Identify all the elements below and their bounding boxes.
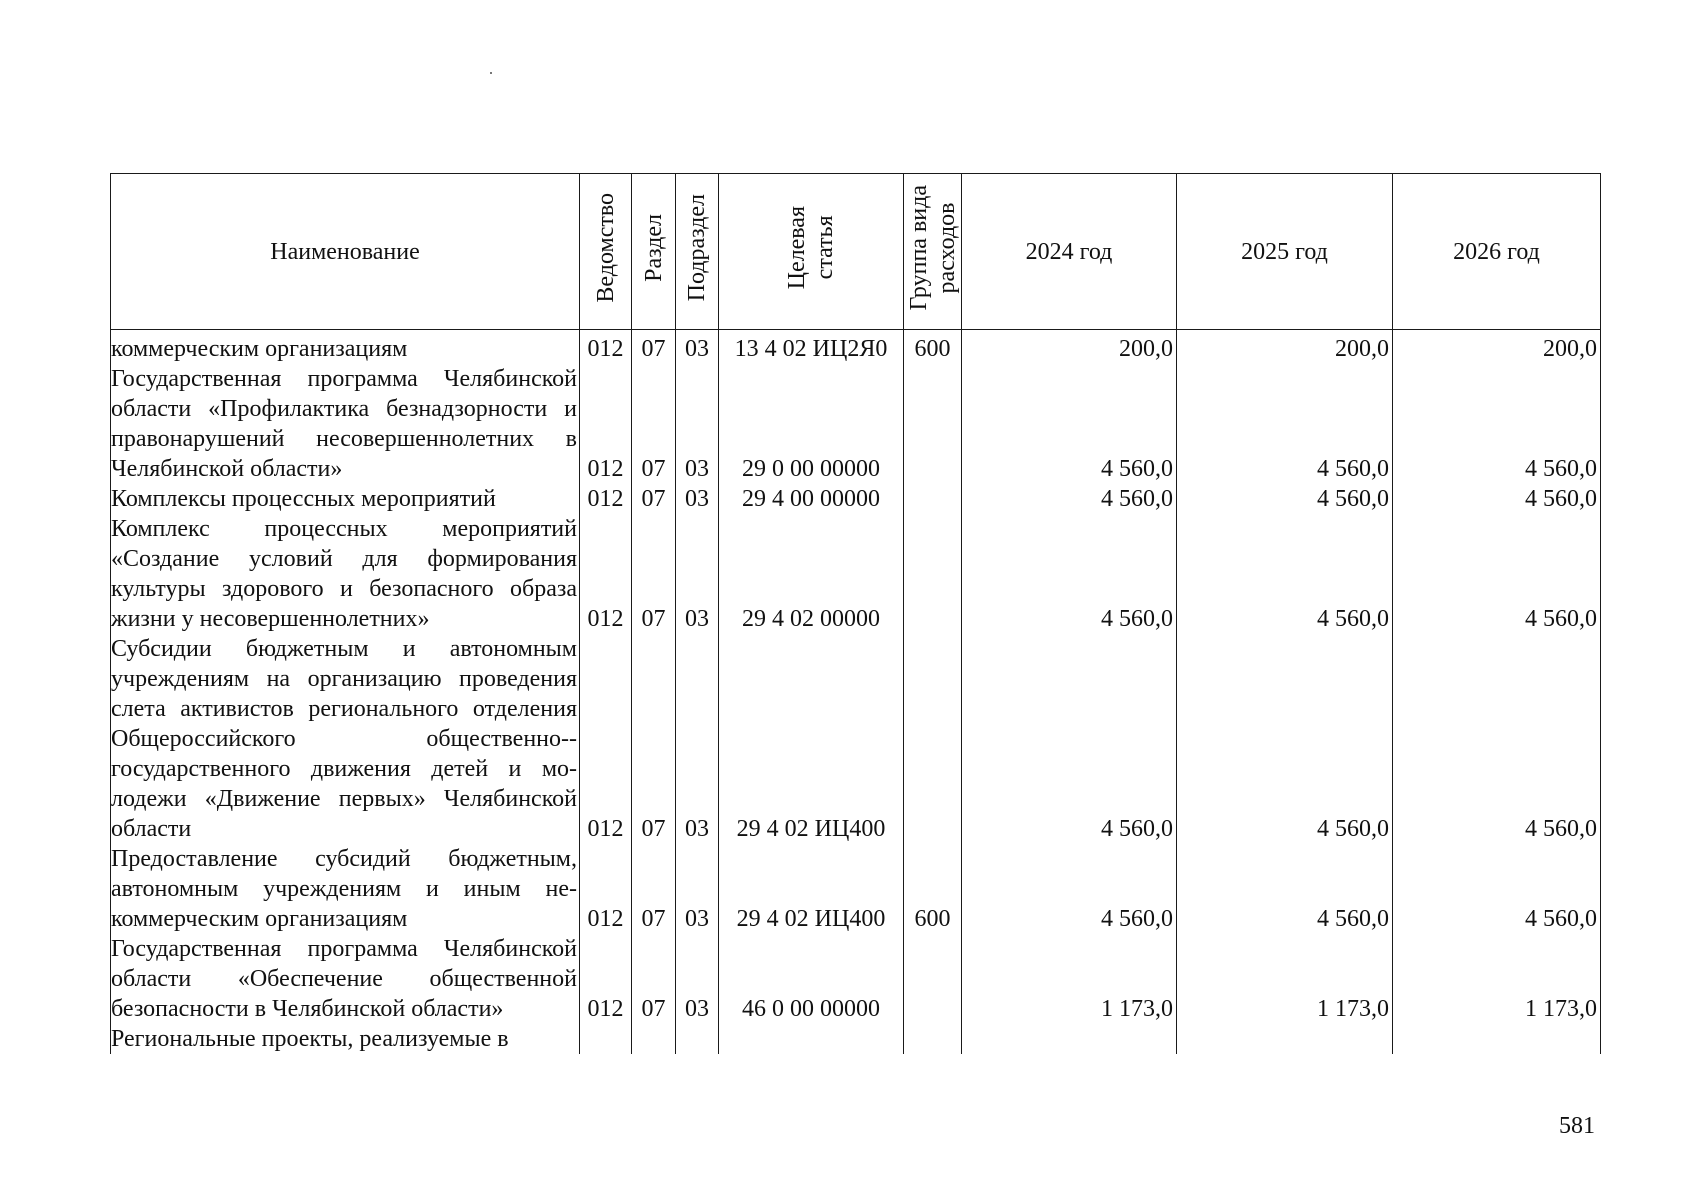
table-row [111,1024,1601,1054]
cell-2024 [962,1024,1177,1054]
cell-vedomstvo: 012 [580,934,632,1024]
cell-razdel: 07 [632,330,676,365]
cell-gruppa [904,514,962,634]
header-razdel [632,174,676,330]
table-row [111,484,1601,514]
table-body [111,330,1601,1055]
cell-2026: 4 560,0 [1393,514,1601,634]
cell-vedomstvo [580,1024,632,1054]
header-2024-text: 2024 год [1025,238,1113,265]
cell-2025: 200,0 [1177,330,1393,365]
cell-2026: 200,0 [1393,330,1601,365]
cell-podrazdel [676,1024,719,1054]
cell-razdel: 07 [632,934,676,1024]
cell-podrazdel: 03 [676,484,719,514]
cell-razdel [632,1024,676,1054]
header-celevaya-line2: статья [812,215,838,280]
cell-vedomstvo: 012 [580,484,632,514]
cell-razdel: 07 [632,364,676,484]
cell-2025: 4 560,0 [1177,634,1393,844]
page-number: 581 [1559,1113,1595,1139]
header-vedomstvo [580,174,632,330]
cell-vedomstvo: 012 [580,514,632,634]
cell-2024: 4 560,0 [962,844,1177,934]
cell-2025 [1177,1024,1393,1054]
cell-gruppa [904,1024,962,1054]
table-row [111,514,1601,634]
cell-razdel: 07 [632,844,676,934]
header-podrazdel-text: Подраздел [684,193,710,302]
cell-celevaya-statya: 46 0 00 00000 [719,934,904,1024]
cell-celevaya-statya: 29 4 02 ИЦ400 [719,634,904,844]
cell-gruppa [904,484,962,514]
cell-2026: 4 560,0 [1393,844,1601,934]
cell-name: Государственная программа Челябинской области «Обеспечение общественной безопасности в Челябинской области» [111,934,580,1024]
cell-celevaya-statya: 29 0 00 00000 [719,364,904,484]
cell-name: Региональные проекты, реализуемые в [111,1024,580,1054]
header-name-text: Наименование [270,238,420,265]
cell-2025: 4 560,0 [1177,844,1393,934]
cell-gruppa: 600 [904,844,962,934]
cell-2025: 4 560,0 [1177,364,1393,484]
header-2026 [1393,174,1601,330]
cell-2024: 200,0 [962,330,1177,365]
cell-name: Комплексы процессных мероприятий [111,484,580,514]
cell-podrazdel: 03 [676,634,719,844]
cell-celevaya-statya: 13 4 02 ИЦ2Я0 [719,330,904,365]
header-name [111,174,580,330]
cell-2024: 1 173,0 [962,934,1177,1024]
cell-gruppa [904,364,962,484]
cell-2024: 4 560,0 [962,484,1177,514]
cell-2026: 4 560,0 [1393,484,1601,514]
table-row [111,330,1601,365]
cell-name: Государственная программа Челябинской области «Профилактика безнадзорности и правонарушений несовершеннолетних в Челябинской области» [111,364,580,484]
header-2025-text: 2025 год [1241,238,1328,265]
cell-2024: 4 560,0 [962,364,1177,484]
cell-name: Субсидии бюджетным и автономным учреждениям на организацию проведения слета активистов регионального отделения Общероссийского общественно-государственного движения детей и молодежи «Движение первых» Челябинской области [111,634,580,844]
cell-vedomstvo: 012 [580,844,632,934]
cell-name: Предоставление субсидий бюджетным, автономным учреждениям и иным некоммерческим организациям [111,844,580,934]
header-celevaya-statya-text [783,206,839,289]
scan-speck [490,72,492,74]
cell-gruppa [904,634,962,844]
header-gruppa-vida-rashodov [904,174,962,330]
header-razdel-text: Раздел [640,213,667,282]
cell-podrazdel: 03 [676,364,719,484]
cell-vedomstvo: 012 [580,330,632,365]
cell-2024: 4 560,0 [962,514,1177,634]
cell-razdel: 07 [632,484,676,514]
cell-celevaya-statya: 29 4 00 00000 [719,484,904,514]
cell-gruppa: 600 [904,330,962,365]
cell-celevaya-statya: 29 4 02 ИЦ400 [719,844,904,934]
table-row [111,364,1601,484]
cell-podrazdel: 03 [676,514,719,634]
cell-2025: 4 560,0 [1177,514,1393,634]
header-2024 [962,174,1177,330]
header-celevaya-statya [719,174,904,330]
header-2026-text: 2026 год [1453,238,1540,265]
header-podrazdel [676,174,719,330]
table-row [111,844,1601,934]
header-gruppa-line2: расходов [933,202,960,293]
cell-vedomstvo: 012 [580,634,632,844]
cell-vedomstvo: 012 [580,364,632,484]
cell-podrazdel: 03 [676,844,719,934]
table-row [111,934,1601,1024]
table-row [111,634,1601,844]
cell-2026: 4 560,0 [1393,364,1601,484]
cell-2026: 4 560,0 [1393,634,1601,844]
header-2025 [1177,174,1393,330]
cell-celevaya-statya [719,1024,904,1054]
cell-razdel: 07 [632,514,676,634]
cell-2024: 4 560,0 [962,634,1177,844]
cell-gruppa [904,934,962,1024]
header-gruppa-line1: Группа вида [905,184,932,311]
header-vedomstvo-text: Ведомство [592,192,619,303]
cell-podrazdel: 03 [676,934,719,1024]
cell-name: Комплекс процессных мероприятий «Создание условий для формирования культуры здорового и безопасного образа жизни у несовершеннолетних» [111,514,580,634]
table-header [111,174,1601,330]
cell-2026: 1 173,0 [1393,934,1601,1024]
budget-table [110,173,1601,1054]
cell-2025: 1 173,0 [1177,934,1393,1024]
cell-2026 [1393,1024,1601,1054]
cell-2025: 4 560,0 [1177,484,1393,514]
cell-razdel: 07 [632,634,676,844]
cell-celevaya-statya: 29 4 02 00000 [719,514,904,634]
cell-name: коммерческим организациям [111,330,580,365]
cell-podrazdel: 03 [676,330,719,365]
header-gruppa-text [905,185,961,310]
header-celevaya-line1: Целевая [784,205,810,290]
